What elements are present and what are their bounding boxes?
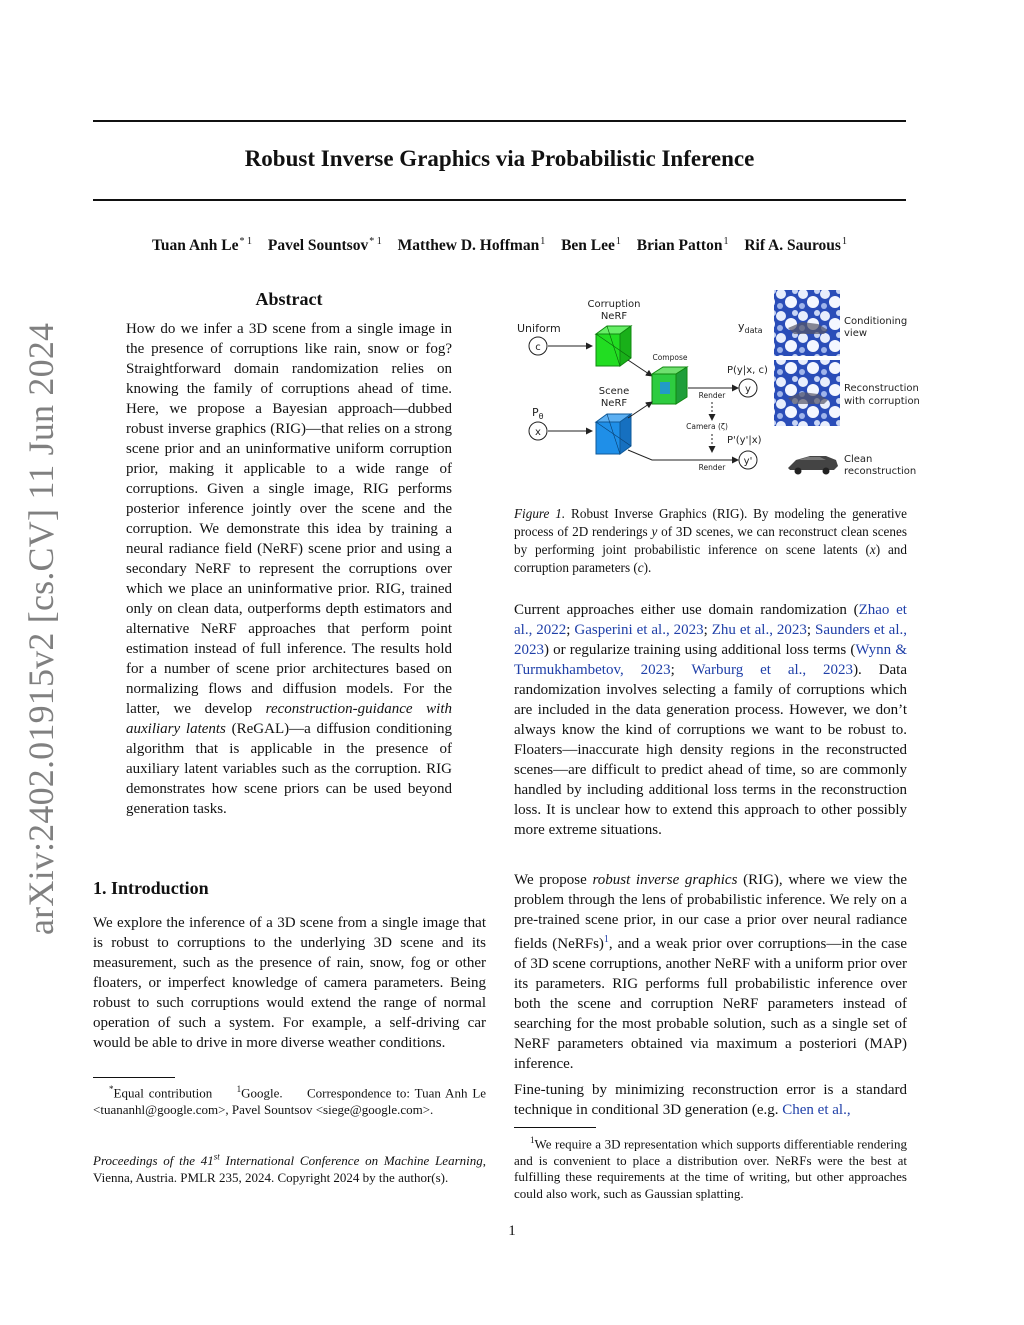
top-rule bbox=[93, 120, 906, 122]
footnote-rule-right bbox=[514, 1127, 596, 1128]
label-render-2: Render bbox=[698, 463, 726, 472]
label-ydata: $y_{data}$ bbox=[738, 320, 763, 335]
author-list bbox=[93, 236, 906, 255]
label-reconstruction-1: Reconstruction bbox=[844, 383, 919, 394]
citation-link[interactable]: Warburg et al., 2023 bbox=[691, 662, 854, 678]
introduction-text: We explore the inference of a 3D scene from a single image that is robust to corruptions to the underlying 3D scene and its measurement, such as the presence of rain, snow, fog or other floaters, or imperfect knowledge of camera parameters. Being robust to such corruptions would extend the range of normal operation of such a system. For example, a self-driving car would be able to drive in more diverse weather conditions. bbox=[93, 915, 486, 1051]
abstract-heading: Abstract bbox=[255, 289, 323, 309]
label-pyxc: P(y|x, c) bbox=[727, 365, 768, 376]
footnote-ref[interactable]: 1 bbox=[603, 934, 609, 945]
node-x-label: x bbox=[535, 427, 541, 438]
label-conditioning-2: view bbox=[844, 328, 868, 339]
citation-link[interactable]: Wynn & Turmukhambetov, 2023 bbox=[514, 642, 907, 678]
arrow-scene-yprime bbox=[628, 450, 738, 460]
label-compose: Compose bbox=[652, 353, 688, 362]
introduction-heading: 1. Introduction bbox=[93, 878, 209, 898]
label-camera: Camera (ζ) bbox=[686, 422, 728, 431]
label-reconstruction-2: with corruption bbox=[844, 396, 920, 407]
label-pyx: P'(y'|x) bbox=[727, 435, 762, 446]
clean-reconstruction-car bbox=[788, 456, 838, 475]
arrow-scene-compose bbox=[628, 402, 652, 418]
right-paragraph-1: Current approaches either use domain randomization (Zhao et al., 2022; Gasperini et al., 2023; Zhu et al., 2023; Saunders et al., 2023) or regularize training using additional loss terms (Wynn & Turmukhambetov, 2023; Warburg et al., 2023). Data randomization involves selecting a family of corruptions which are included in the data generation process. However, we don’t always know the kind of corruptions we want to be robust to. Floaters—inaccurate high density regions in the reconstructed scenes—are difficult to predict ahead of time, so are commonly handled by including additional loss terms in the reconstruction loss. It is unclear how to extend this approach to other possibly more extreme situations. bbox=[514, 602, 908, 838]
abstract-text: How do we infer a 3D scene from a single image in the presence of corruptions like rain, snow or fog? Straightforward domain randomization relies on knowing the family of corruptions ahead of time. Here, we propose a Bayesian approach—dubbed robust inverse graphics (RIG)—that relies on a strong scene prior and an uninformative uniform corruption prior, making it applicable to a wide range of corruptions. Given a single image, RIG performs posterior inference jointly over the scene and the corruption. We demonstrate this idea by training a neural radiance field (NeRF) scene prior and using a secondary NeRF to represent the corruptions over which we place an uninformative prior. RIG, trained only on clean data, outperforms depth estimators and alternative NeRF approaches that perform point estimation instead of full inference. The results hold for a number of scene prior architectures based on normalizing flows and diffusion models. For the latter, we develop reconstruction-guidance with auxiliary latents (ReGAL)—a diffusion conditioning algorithm that is applicable in the presence of auxiliary latent variables such as the corruption. RIG demonstrates how scene priors can be used beyond generation tasks. bbox=[126, 321, 453, 817]
corruption-nerf-cube bbox=[596, 326, 631, 366]
page-number: 1 bbox=[508, 1223, 516, 1239]
label-corruption-nerf-2: NeRF bbox=[600, 311, 628, 322]
label-corruption-nerf-1: Corruption bbox=[587, 299, 641, 310]
author: Brian Patton$^1$ bbox=[636, 236, 729, 255]
label-render-1: Render bbox=[698, 391, 726, 400]
node-c-label: c bbox=[535, 342, 541, 353]
label-scene-nerf-2: NeRF bbox=[600, 398, 628, 409]
right-paragraph-3: Fine-tuning by minimizing reconstruction error is a standard technique in conditional 3D generation (e.g. Chen et al., bbox=[514, 1082, 907, 1118]
proceedings-note: Proceedings of the 41st International Conference on Machine Learning, Vienna, Austria. PMLR 235, 2024. Copyright 2024 by the author(s). bbox=[93, 1152, 486, 1185]
footnote-left: *Equal contribution $^1$Google. Correspondence to: Tuan Anh Le <tuananhl@google.com>, Pavel Sountsov <siege@google.com>. bbox=[93, 1084, 487, 1117]
paper-title: Robust Inverse Graphics via Probabilistic Inference bbox=[244, 146, 755, 171]
figure-1-diagram bbox=[512, 288, 920, 488]
label-ptheta: $P_\theta$ bbox=[532, 406, 544, 421]
compose-cube bbox=[652, 367, 687, 404]
citation-link[interactable]: Saunders et al., 2023 bbox=[514, 622, 908, 658]
label-uniform: Uniform bbox=[517, 322, 561, 335]
figure-1-caption: Figure 1. Robust Inverse Graphics (RIG). By modeling the generative process of 2D renderings y of 3D scenes, we can reconstruct clean scenes by performing joint probabilistic inference on scene latents (x) and corruption parameters (c). bbox=[514, 506, 907, 575]
node-yprime-label: y' bbox=[743, 456, 753, 467]
author: Tuan Anh Le$^{* 1}$ bbox=[152, 236, 252, 255]
citation-link[interactable]: Chen et al., bbox=[782, 1102, 851, 1118]
label-clean-1: Clean bbox=[844, 454, 873, 465]
author: Rif A. Saurous$^1$ bbox=[744, 236, 847, 255]
author: Pavel Sountsov$^{* 1}$ bbox=[267, 236, 382, 255]
node-y-label: y bbox=[745, 384, 751, 395]
author: Ben Lee$^1$ bbox=[561, 236, 621, 255]
label-conditioning-1: Conditioning bbox=[844, 316, 908, 327]
footnote-right: $^1$We require a 3D representation which supports differentiable rendering and is convenient to place a distribution over. NeRFs were the best at fulfilling these requirements at the time of writing, but other approaches could also work, such as Gaussian splatting. bbox=[514, 1135, 907, 1201]
title-bottom-rule bbox=[93, 199, 906, 201]
citation-link[interactable]: Gasperini et al., 2023 bbox=[574, 622, 704, 638]
footnote-rule-left bbox=[93, 1077, 175, 1078]
label-clean-2: reconstruction bbox=[844, 466, 917, 477]
citation-link[interactable]: Zhu et al., 2023 bbox=[711, 622, 807, 638]
reconstruction-with-corruption-image bbox=[774, 360, 840, 426]
arxiv-identifier: arXiv:2402.01915v2 [cs.CV] 11 Jun 2024 bbox=[21, 322, 61, 935]
right-paragraph-2: We propose robust inverse graphics (RIG), where we view the problem through the lens of probabilistic inference. We rely on a pre-trained scene prior, in our case a prior over neural radiance fields (NeRFs)$^1$, and a weak prior over corruptions—in the case of 3D scene corruptions, another NeRF with a uniform prior over its parameters. RIG performs full probabilistic inference over both the scene and corruption NeRF parameters instead of searching for the most probable solution, such as a single set of NeRF parameters obtained via maximum a posteriori (MAP) inference. bbox=[514, 872, 907, 1072]
scene-nerf-cube bbox=[596, 414, 631, 454]
arrow-corruption-compose bbox=[628, 360, 652, 376]
conditioning-view-image bbox=[774, 290, 840, 356]
label-scene-nerf-1: Scene bbox=[598, 386, 630, 397]
author: Matthew D. Hoffman$^1$ bbox=[397, 236, 546, 255]
citation-link[interactable]: Zhao et al., 2022 bbox=[514, 602, 907, 638]
